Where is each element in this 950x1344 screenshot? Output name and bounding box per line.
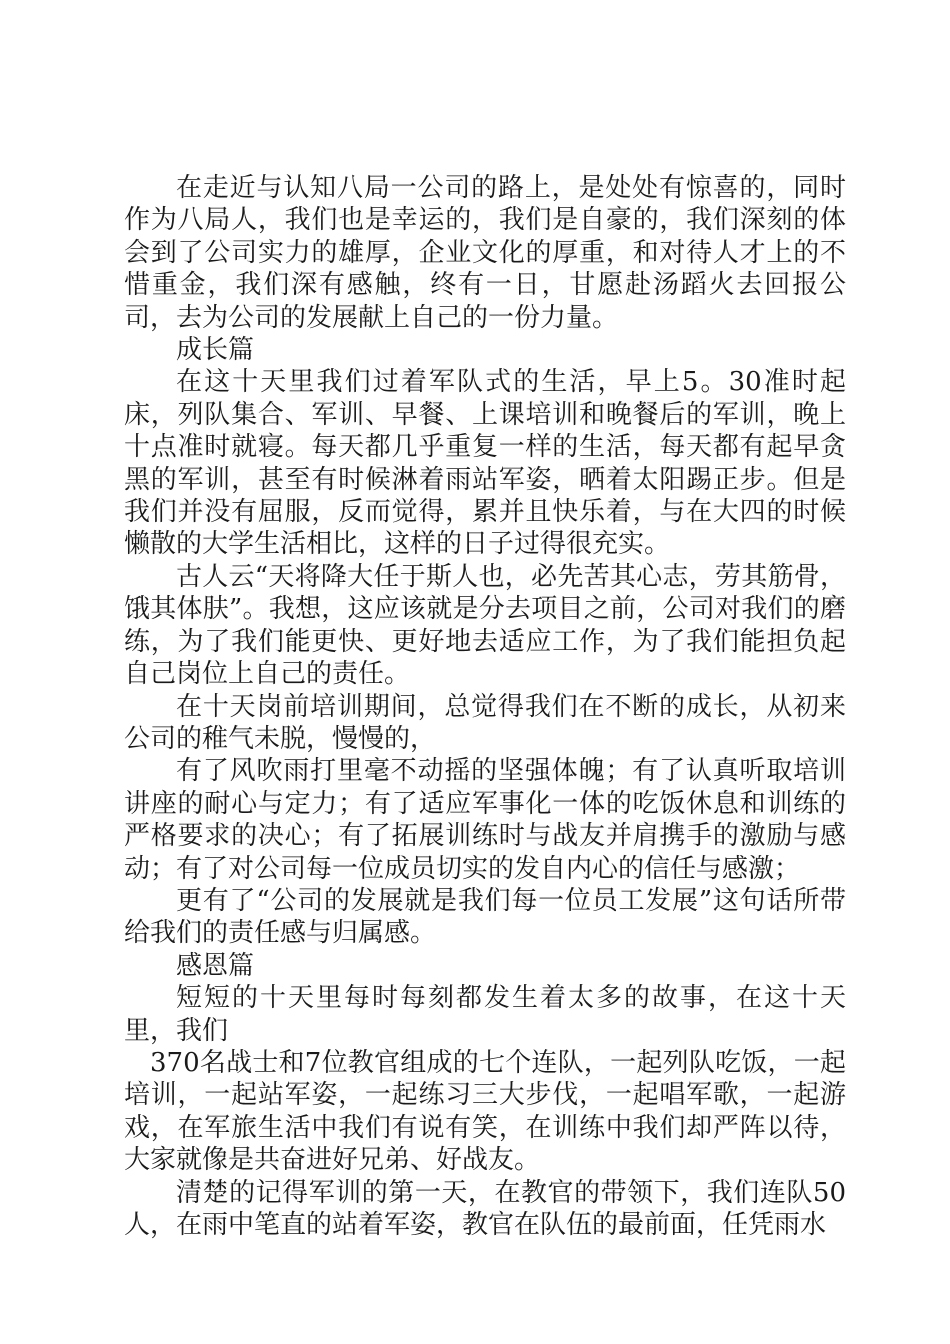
paragraph-responsibility: 更有了“公司的发展就是我们每一位员工发展”这句话所带给我们的责任感与归属感。 (124, 885, 846, 949)
paragraph-first-day: 清楚的记得军训的第一天，在教官的带领下，我们连队50人，在雨中笔直的站着军姿，教官在队伍的最前面，任凭雨水 (124, 1177, 846, 1240)
paragraph-training-growth: 在十天岗前培训期间，总觉得我们在不断的成长，从初来公司的稚气未脱，慢慢的， (124, 691, 846, 754)
document-body (124, 172, 846, 1241)
paragraph-intro: 在走近与认知八局一公司的路上，是处处有惊喜的，同时作为八局人，我们也是幸运的，我们是自豪的，我们深刻的体会到了公司实力的雄厚，企业文化的厚重，和对待人才上的不惜重金，我们深有感触，终有一日，甘愿赴汤蹈火去回报公司，去为公司的发展献上自己的一份力量。 (124, 173, 846, 333)
paragraph-companies: 370名战士和7位教官组成的七个连队，一起列队吃饭，一起培训，一起站军姿，一起练习三大步伐，一起唱军歌，一起游戏，在军旅生活中我们有说有笑，在训练中我们却严阵以待，大家就像是共奋进好兄弟、好战友。 (124, 1047, 846, 1176)
paragraph-gains: 有了风吹雨打里毫不动摇的坚强体魄；有了认真听取培训讲座的耐心与定力；有了适应军事化一体的吃饭休息和训练的严格要求的决心；有了拓展训练时与战友并肩携手的激励与感动；有了对公司每一位成员切实的发自内心的信任与感激； (124, 756, 846, 884)
paragraph-ancient-saying: 古人云“天将降大任于斯人也，必先苦其心志，劳其筋骨，饿其体肤”。我想，这应该就是分去项目之前，公司对我们的磨练，为了我们能更快、更好地去适应工作，为了我们能担负起自己岗位上自己的责任。 (124, 561, 846, 690)
section-heading-growth: 成长篇 (176, 335, 255, 366)
paragraph-ten-days: 短短的十天里每时每刻都发生着太多的故事，在这十天里，我们 (124, 983, 846, 1046)
paragraph-military-life: 在这十天里我们过着军队式的生活，早上5。30准时起床，列队集合、军训、早餐、上课培训和晚餐后的军训，晚上十点准时就寝。每天都几乎重复一样的生活，每天都有起早贪黑的军训，甚至有时候淋着雨站军姿，晒着太阳踢正步。但是我们并没有屈服，反而觉得，累并且快乐着，与在大四的时候懒散的大学生活相比，这样的日子过得很充实。 (124, 367, 846, 560)
section-heading-gratitude: 感恩篇 (176, 950, 255, 981)
